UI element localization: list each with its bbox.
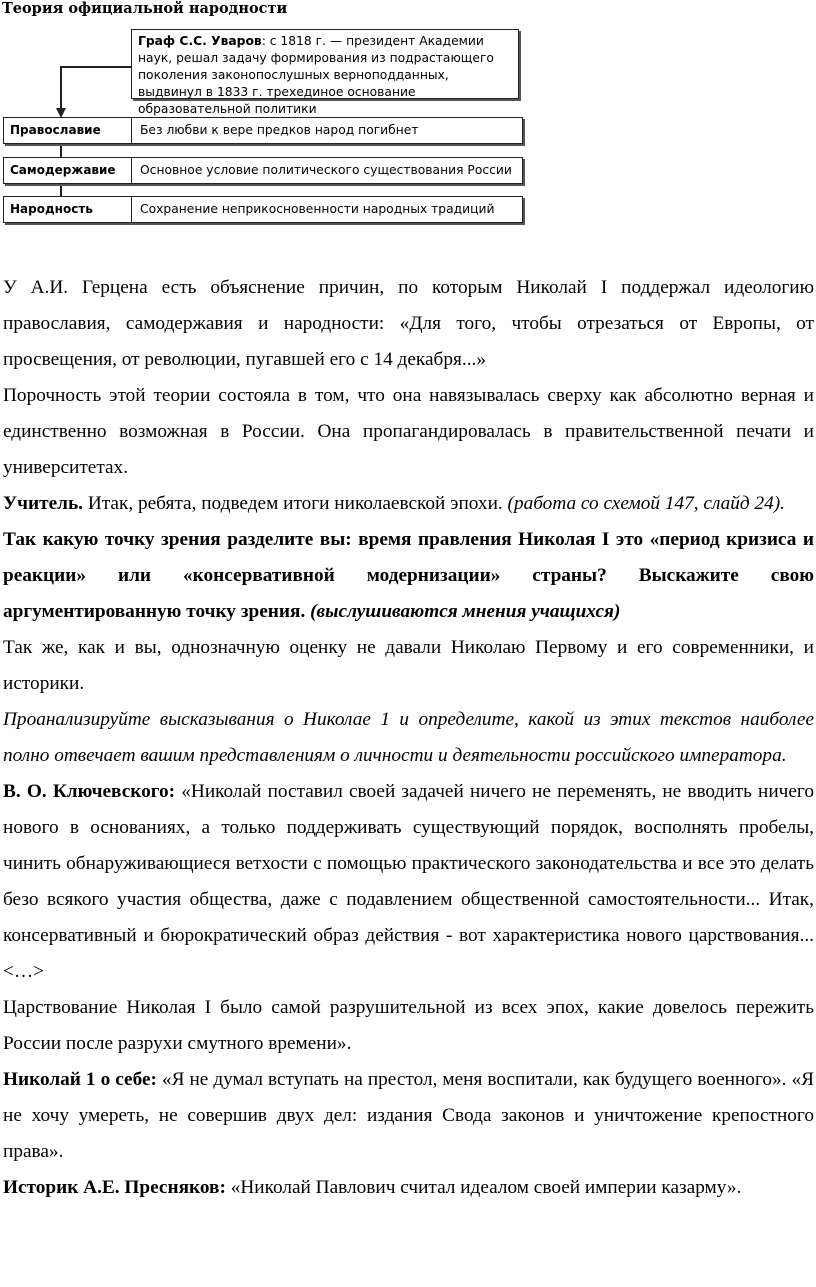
paragraph — [3, 630, 814, 702]
text-run: «Николай Павлович считал идеалом своей империи казарму». — [225, 1177, 742, 1198]
text-run: (выслушиваются мнения учащихся) — [310, 601, 621, 622]
uvarov-box — [131, 29, 519, 116]
row-key: Самодержавие — [4, 158, 132, 183]
paragraph — [3, 522, 814, 630]
text-run: Царствование Николая I было самой разрушительной из всех эпох, какие довелось пережить России после разрухи смутного времени». — [3, 997, 814, 1054]
uvarov-name: Граф С.С. Уваров — [138, 34, 262, 48]
paragraph — [3, 486, 814, 522]
row-value: Без любви к вере предков народ погибнет — [140, 123, 419, 137]
paragraph — [3, 774, 814, 990]
row-value: Сохранение неприкосновенности народных традиций — [140, 202, 495, 216]
connector-line — [60, 184, 62, 196]
row-key: Православие — [4, 118, 132, 143]
diagram-row-nationality — [3, 196, 523, 223]
body-text — [3, 270, 814, 1206]
text-run: Учитель. — [3, 493, 83, 514]
text-run: В. О. Ключевского: — [3, 781, 176, 802]
paragraph — [3, 1170, 814, 1206]
diagram-title: Теория официальной народности — [2, 0, 288, 17]
text-run: Историк А.Е. Пресняков: — [3, 1177, 226, 1198]
uvarov-text: : с 1818 г. — президент Академии наук, решал задачу формирования из подрастающего поколения законопослушных верноподданных, выдвинул в 1833 г. трехединое основание образовательной политики — [138, 34, 494, 116]
text-run: Итак, ребята, подведем итоги николаевской эпохи. — [83, 493, 508, 514]
text-run: «Я не думал вступать на престол, меня воспитали, как будущего военного». «Я не хочу умереть, не совершив двух дел: издания Свода законов и уничтожение крепостного права». — [3, 1069, 814, 1162]
diagram-row-autocracy — [3, 157, 523, 184]
paragraph — [3, 990, 814, 1062]
text-run: Так же, как и вы, однозначную оценку не давали Николаю Первому и его современники, и историки. — [3, 637, 814, 694]
paragraph — [3, 270, 814, 378]
diagram-row-orthodoxy — [3, 117, 523, 144]
connector-line — [60, 66, 62, 110]
text-run: У А.И. Герцена есть объяснение причин, по которым Николай I поддержал идеологию православия, самодержавия и народности: «Для того, чтобы отрезаться от Европы, от просвещения, от революции, пугавшей его с 14 декабря...» — [3, 277, 814, 370]
connector-line — [60, 144, 62, 157]
paragraph — [3, 1062, 814, 1170]
theory-diagram — [0, 0, 530, 230]
paragraph — [3, 378, 814, 486]
connector-line — [60, 66, 132, 68]
text-run: Николай 1 о себе: — [3, 1069, 157, 1090]
text-run: Так какую точку зрения разделите вы: время правления Николая I это «период кризиса и реакции» или «консервативной модернизации» страны? Выскажите свою аргументированную точку зрения. — [3, 529, 814, 622]
text-run: (работа со схемой 147, слайд 24). — [507, 493, 785, 514]
row-value: Основное условие политического существования России — [140, 163, 512, 177]
text-run: Порочность этой теории состояла в том, что она навязывалась сверху как абсолютно верная и единственно возможная в России. Она пропагандировалась в правительственной печати и университетах. — [3, 385, 814, 478]
text-run: Проанализируйте высказывания о Николае 1 и определите, какой из этих текстов наиболее полно отвечает вашим представлениям о личности и деятельности российского императора. — [3, 709, 814, 766]
text-run: «Николай поставил своей задачей ничего не переменять, не вводить ничего нового в основаниях, а только поддерживать существующий порядок, восполнять пробелы, чинить обнаруживающиеся ветхости с помощью практического законодательства и все это делать безо всякого участия общества, даже с подавлением общественной самостоятельности... Итак, консервативный и бюрократический образ действия - вот характеристика нового царствования... <…> — [3, 781, 814, 982]
row-key: Народность — [4, 197, 132, 222]
paragraph — [3, 702, 814, 774]
